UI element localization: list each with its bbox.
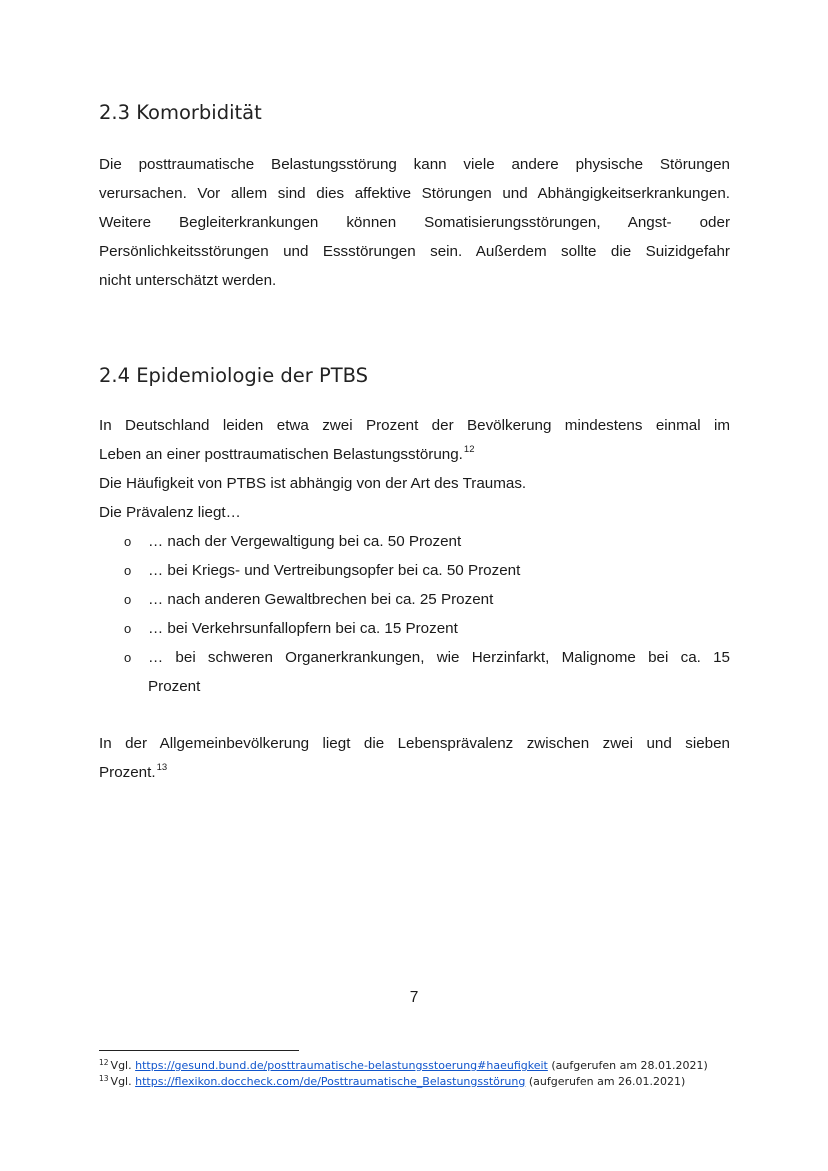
footnote-number: 12 (99, 1058, 109, 1067)
frequency-sentence: Die Häufigkeit von PTBS ist abhängig von der Art des Traumas. (99, 475, 527, 492)
paragraph-line: In der Allgemeinbevölkerung liegt die Lebensprävalenz zwischen zwei und sieben (99, 735, 730, 752)
page-number: 7 (409, 989, 419, 1006)
footnote-ref-13[interactable]: 13 (156, 762, 168, 773)
list-item-text: … bei schweren Organerkrankungen, wie Herzinfarkt, Malignome bei ca. 15 (148, 649, 730, 666)
paragraph-line: Die posttraumatische Belastungsstörung kann viele andere physische Störungen (99, 156, 730, 173)
paragraph-komorbiditaet (99, 150, 730, 295)
footnote-prefix: Vgl. (110, 1075, 132, 1088)
paragraph-line (99, 440, 730, 471)
heading-komorbiditaet: 2.3 Komorbidität (99, 101, 262, 124)
bullet-circle-icon: o (124, 534, 132, 549)
list-item (99, 527, 730, 556)
list-item-text: … bei Kriegs- und Vertreibungsopfer bei ca. 50 Prozent (148, 562, 521, 579)
footnote-divider (99, 1050, 299, 1051)
list-item (99, 585, 730, 614)
footnote-12 (99, 1058, 708, 1075)
footnote-link[interactable]: https://gesund.bund.de/posttraumatische-belastungsstoerung#haeufigkeit (135, 1059, 548, 1072)
paragraph-epidemiologie-intro (99, 411, 730, 471)
paragraph-lebenspraevalenz (99, 729, 730, 789)
list-item-text: … bei Verkehrsunfallopfern bei ca. 15 Prozent (148, 620, 458, 637)
list-item (99, 643, 730, 701)
paragraph-line: nicht unterschätzt werden. (99, 272, 277, 289)
heading-epidemiologie: 2.4 Epidemiologie der PTBS (99, 364, 369, 387)
paragraph-line: verursachen. Vor allem sind dies affektive Störungen und Abhängigkeitserkrankungen. (99, 185, 730, 202)
list-item (99, 556, 730, 585)
paragraph-line: Persönlichkeitsstörungen und Essstörungen sein. Außerdem sollte die Suizidgefahr (99, 243, 730, 260)
list-item-text-continued: Prozent (148, 678, 201, 695)
footnote-suffix: (aufgerufen am 26.01.2021) (528, 1075, 686, 1088)
paragraph-line (99, 758, 730, 789)
paragraph-line: Weitere Begleiterkrankungen können Somatisierungsstörungen, Angst- oder (99, 214, 730, 231)
footnote-ref-12[interactable]: 12 (463, 444, 475, 455)
bullet-circle-icon: o (124, 563, 132, 578)
footnote-prefix: Vgl. (110, 1059, 132, 1072)
bullet-circle-icon: o (124, 650, 132, 665)
paragraph-line-text: Prozent. (99, 764, 156, 781)
bullet-circle-icon: o (124, 621, 132, 636)
bullet-circle-icon: o (124, 592, 132, 607)
footnote-13 (99, 1074, 685, 1091)
prevalence-intro: Die Prävalenz liegt… (99, 504, 241, 521)
footnote-suffix: (aufgerufen am 28.01.2021) (551, 1059, 708, 1072)
paragraph-line: In Deutschland leiden etwa zwei Prozent der Bevölkerung mindestens einmal im (99, 417, 730, 434)
footnote-link[interactable]: https://flexikon.doccheck.com/de/Posttraumatische_Belastungsstörung (135, 1075, 526, 1088)
list-item (99, 614, 730, 643)
list-item-text: … nach anderen Gewaltbrechen bei ca. 25 Prozent (148, 591, 494, 608)
paragraph-line-text: Leben an einer posttraumatischen Belastungsstörung. (99, 446, 463, 463)
footnote-number: 13 (99, 1074, 109, 1083)
list-item-text: … nach der Vergewaltigung bei ca. 50 Prozent (148, 533, 462, 550)
prevalence-list (99, 527, 730, 701)
